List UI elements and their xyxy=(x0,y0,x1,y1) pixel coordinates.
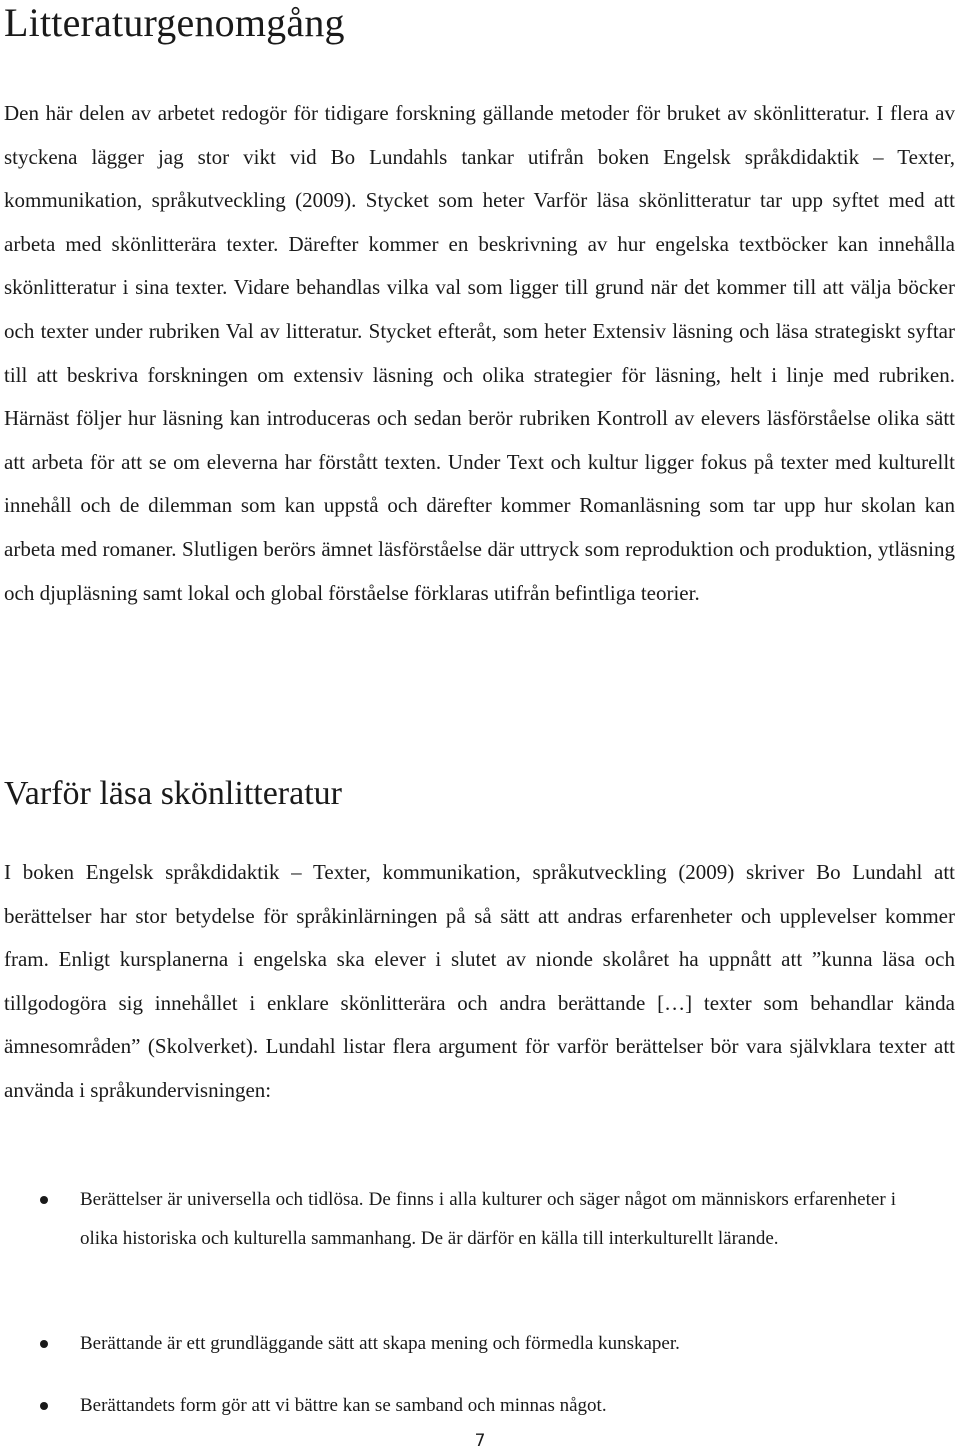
list-item-text: Berättande är ett grundläggande sätt att skapa mening och förmedla kunskaper. xyxy=(80,1333,680,1354)
intro-paragraph: Den här delen av arbetet redogör för tidigare forskning gällande metoder för bruket av skönlitteratur. I flera av styckena lägger jag stor vikt vid Bo Lundahls tankar utifrån boken Engelsk språkdidaktik – Texter, kommunikation, språkutveckling (2009). Stycket som heter Varför läsa skönlitteratur tar upp syftet med att arbeta med skönlitterära texter. Därefter kommer en beskrivning av hur engelska textböcker kan innehålla skönlitteratur i sina texter. Vidare behandlas vilka val som ligger till grund när det kommer till att välja böcker och texter under rubriken Val av litteratur. Stycket efteråt, som heter Extensiv läsning och läsa strategiskt syftar till att beskriva forskningen om extensiv läsning och olika strategier för läsning, helt i linje med rubriken. Härnäst följer hur läsning kan introduceras och sedan berör rubriken Kontroll av elevers läsförståelse olika sätt att arbeta för att se om eleverna har förstått texten. Under Text och kultur ligger fokus på texter med kulturellt innehåll och de dilemman som kan uppstå och därefter kommer Romanläsning som tar upp hur skolan kan arbeta med romaner. Slutligen berörs ämnet läsförståelse där uttryck som reproduktion och produktion, ytläsning och djupläsning samt lokal och global förståelse förklaras utifrån befintliga teorier. xyxy=(4,101,955,605)
list-item-text: Berättandets form gör att vi bättre kan se samband och minnas något. xyxy=(80,1395,607,1416)
section-heading-varfor-lasa: Varför läsa skönlitteratur xyxy=(4,775,342,812)
bullet-icon xyxy=(40,1402,48,1410)
body-paragraph: I boken Engelsk språkdidaktik – Texter, kommunikation, språkutveckling (2009) skriver Bo Lundahl att berättelser har stor betydelse för språkinlärningen på så sätt att andras erfarenheter och upplevelser kommer fram. Enligt kursplanerna i engelska ska elever i slutet av nionde skolåret ha uppnått att ”kunna läsa och tillgodogöra sig innehållet i enklare skönlitterära och andra berättande […] texter som behandlar kända ämnesområden” (Skolverket). Lundahl listar flera argument för varför berättelser bör vara självklara texter att använda i språkundervisningen: xyxy=(4,860,955,1102)
bullet-icon xyxy=(40,1340,48,1348)
list-item-text: Berättelser är universella och tidlösa. De finns i alla kulturer och säger något om människors erfarenheter i olika historiska och kulturella sammanhang. De är därför en källa till interkulturellt lärande. xyxy=(80,1189,896,1250)
section-heading-litteraturgenomgang: Litteraturgenomgång xyxy=(4,0,345,45)
bullet-icon xyxy=(40,1196,48,1204)
page-number: 7 xyxy=(474,1431,486,1451)
